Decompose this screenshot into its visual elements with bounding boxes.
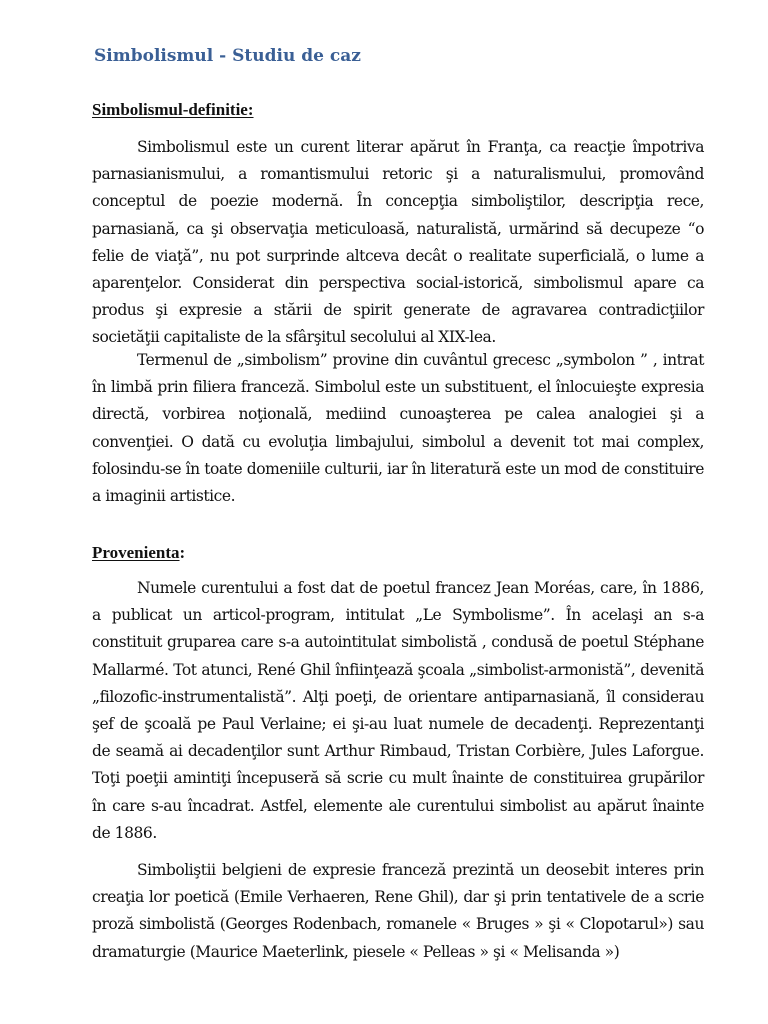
section-heading-provenienta-colon: : [179,543,186,562]
section-heading-provenienta-text: Provenienta [92,543,180,562]
paragraph-definitie-1: Simbolismul este un curent literar apărut în Franţa, ca reacţie împotriva parnasianismului, a romantismului retoric şi a naturalismului, promovând conceptul de poezie modernă. În concepţia simboliştilor, descripţia rece, parnasiană, ca şi observaţia meticuloasă, naturalistă, urmărind să decupeze “o felie de viaţă”, nu pot surprinde altceva decât o realitate superficială, o lume a aparenţelor. Considerat din perspectiva social-istorică, simbolismul apare ca produs şi expresie a stării de spirit generate de agravarea contradicţiilor societăţii capitaliste de la sfârşitul secolului al XIX-lea. [92,138,704,347]
paragraph-provenienta-1: Numele curentului a fost dat de poetul francez Jean Moréas, care, în 1886, a publicat un articol-program, intitulat „Le Symbolisme”. În acelaşi an s-a constituit gruparea care s-a autointitulat simbolistă , condusă de poetul Stéphane Mallarmé. Tot atunci, René Ghil înfiinţează şcoala „simbolist-armonistă”, devenită „filozofic-instrumentalistă”. Alţi poeţi, de orientare antiparnasiană, îl considerau şef de şcoală pe Paul Verlaine; ei şi-au luat numele de decadenţi. Reprezentanţi de seamă ai decadenţilor sunt Arthur Rimbaud, Tristan Corbière, Jules Laforgue. Toţi poeţii amintiţi începuseră să scrie cu mult înainte de constituirea grupărilor în care s-au încadrat. Astfel, elemente ale curentului simbolist au apărut înainte de 1886. [92,579,704,842]
section-heading-definitie: Simbolismul-definitie: [92,100,254,119]
section-heading-provenienta [92,543,185,563]
paragraph-provenienta-2: Simboliştii belgieni de expresie franceză prezintă un deosebit interes prin creaţia lor poetică (Emile Verhaeren, Rene Ghil), dar şi prin tentativele de a scrie proză simbolistă (Georges Rodenbach, romanele « Bruges » şi « Clopotarul») sau dramaturgie (Maurice Maeterlink, piesele « Pelleas » şi « Melisanda ») [92,861,704,961]
paragraph-definitie-2: Termenul de „simbolism” provine din cuvântul grecesc „symbolon ” , intrat în limbă prin filiera franceză. Simbolul este un substituent, el înlocuieşte expresia directă, vorbirea noţională, mediind cunoaşterea pe calea analogiei şi a convenţiei. O dată cu evoluţia limbajului, simbolul a devenit tot mai complex, folosindu-se în toate domeniile culturii, iar în literatură este un mod de constituire a imaginii artistice. [92,351,704,506]
document-header: Simbolismul - Studiu de caz [94,46,361,66]
